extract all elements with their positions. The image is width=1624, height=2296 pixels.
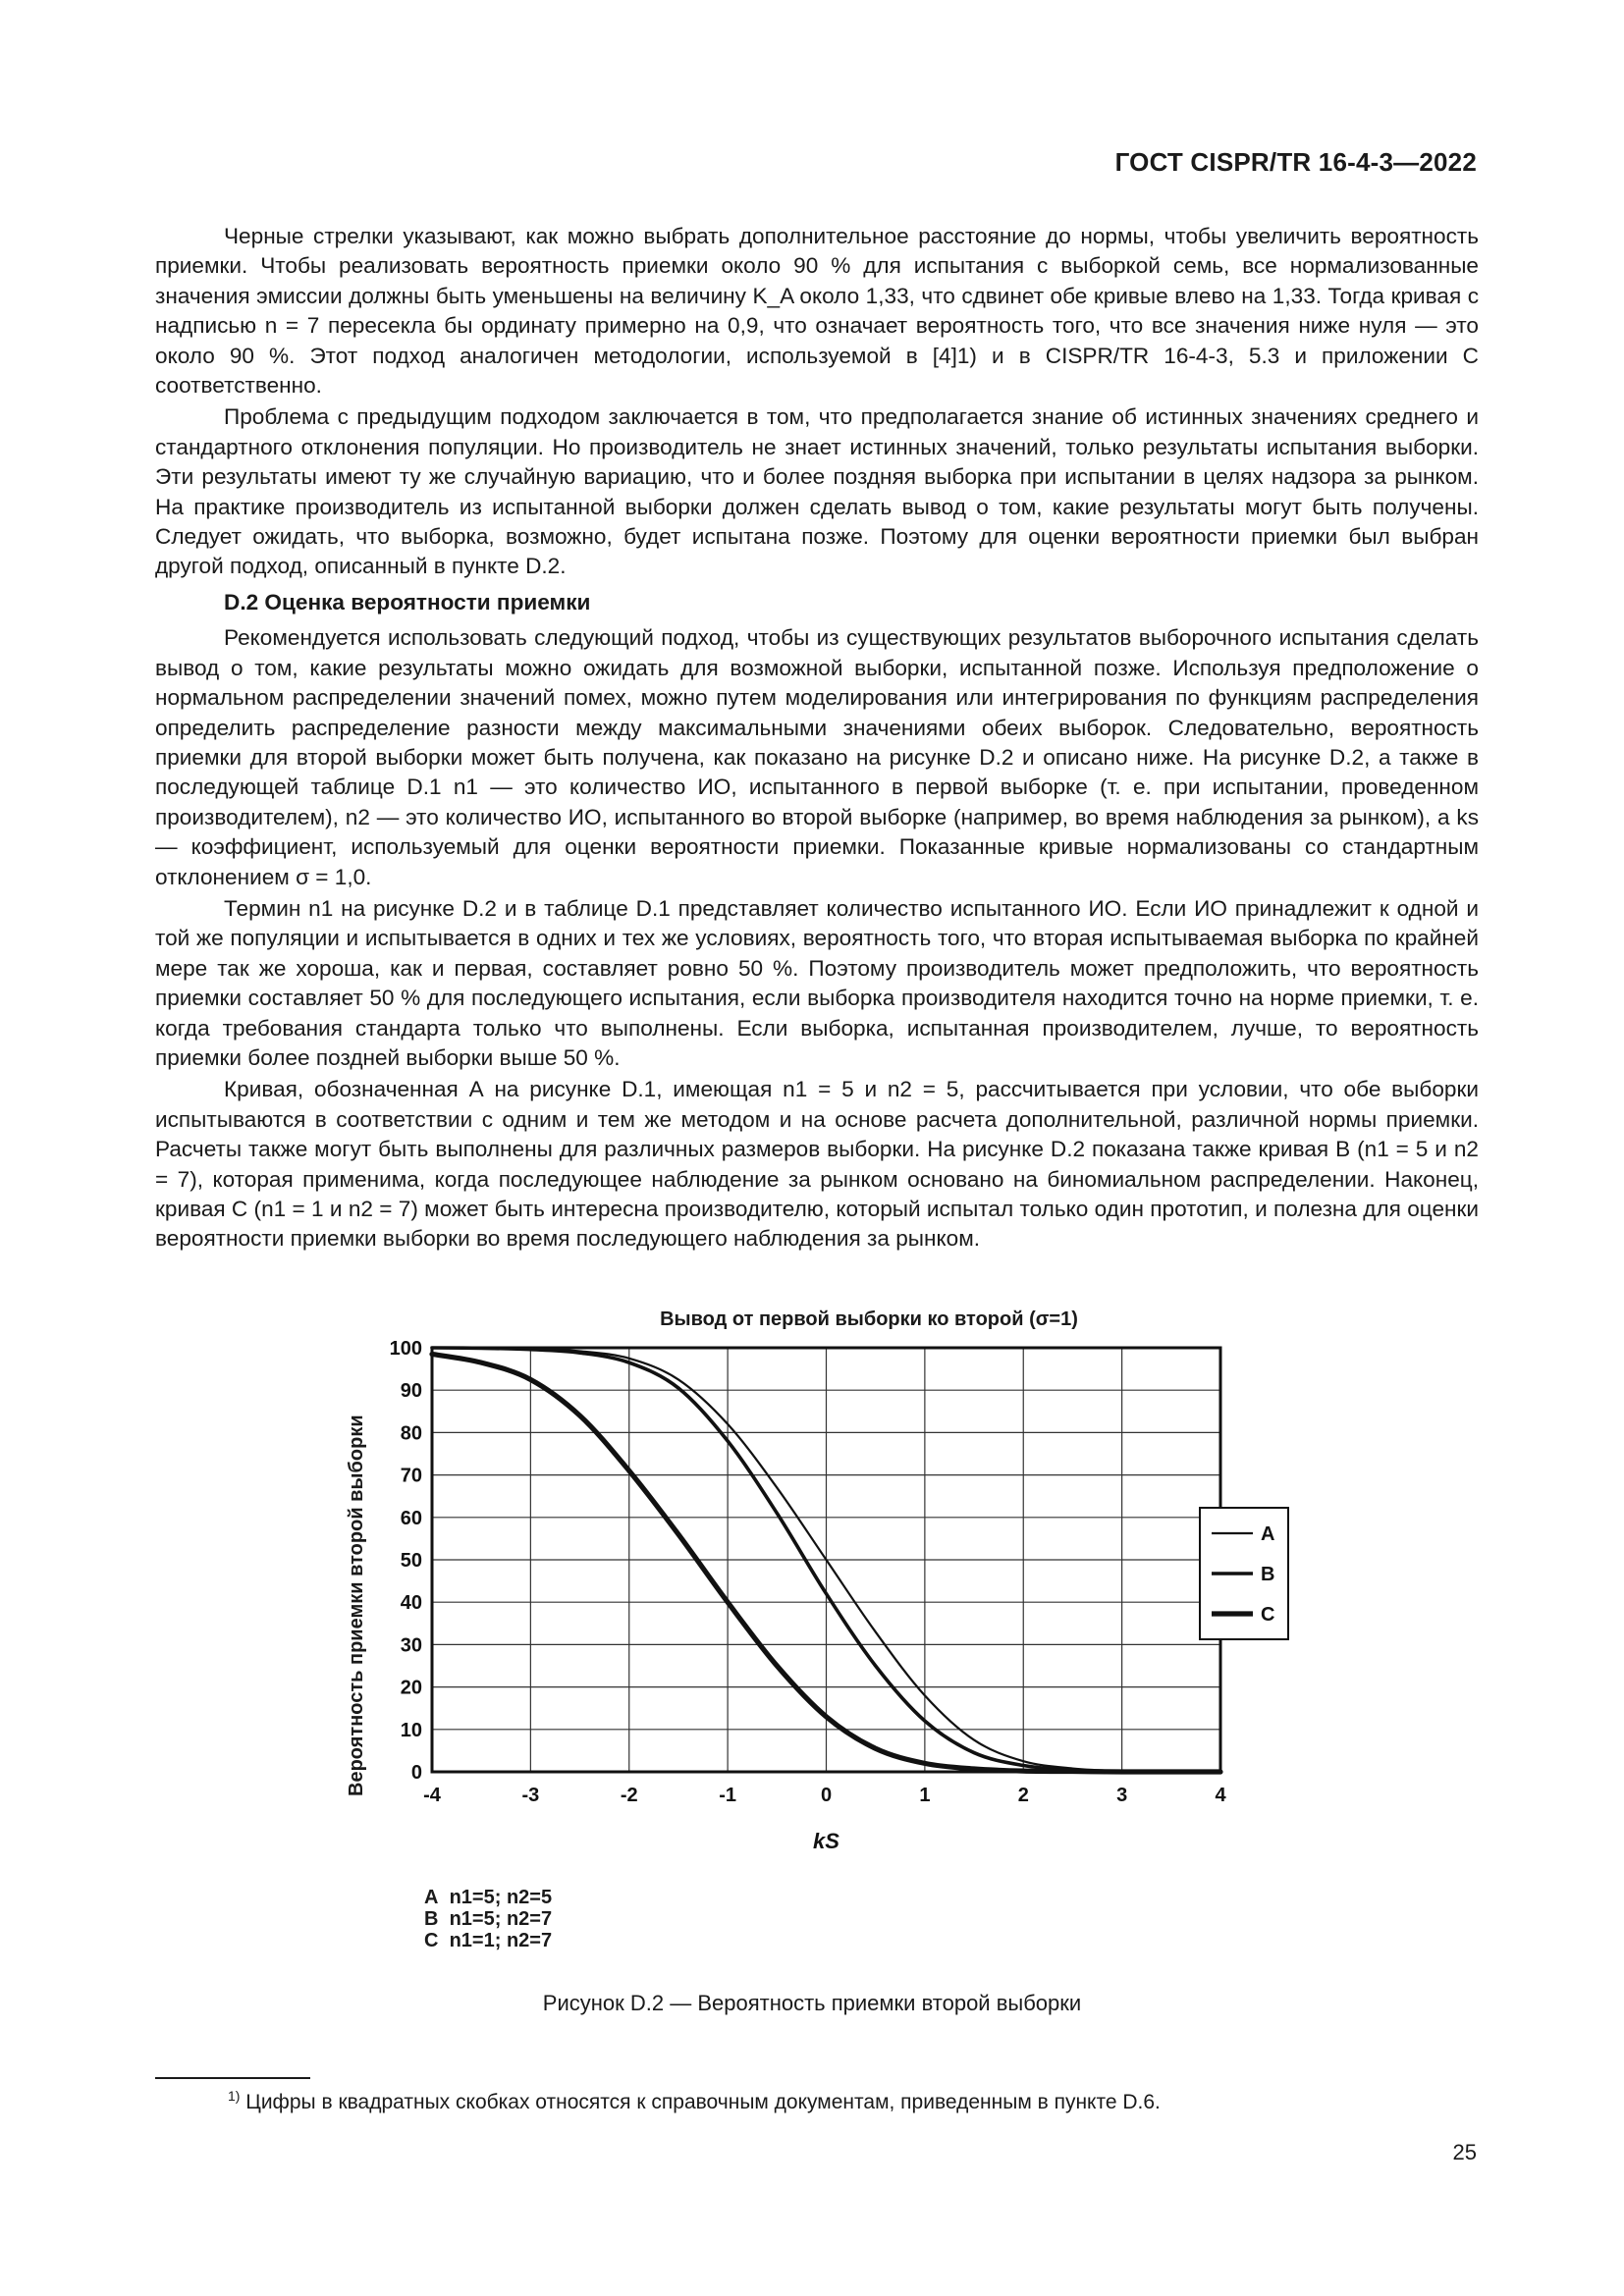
y-tick-label: 70 bbox=[400, 1465, 422, 1487]
page-number: 25 bbox=[1452, 2140, 1477, 2164]
paragraph-2: Проблема с предыдущим подходом заключается в том, что предполагается знание об истинных значениях среднего и стандартного отклонения популяции. Но производитель не знает истинных значений, только результаты испытания выборки. Эти результаты имеют ту же случайную вариацию, что и более поздняя выборка при испытании в целях надзора за рынком. На практике производитель из испытанной выборки должен сделать вывод о том, какие результаты могут быть получены. Следует ожидать, что выборка, возможно, будет испытана позже. Поэтому для оценки вероятности приемки был выбран другой подход, описанный в пункте D.2. bbox=[155, 404, 1479, 579]
curve-definition-c: C n1=1; n2=7 bbox=[424, 1930, 553, 1951]
footnote-marker: 1) bbox=[228, 2088, 241, 2104]
footnote bbox=[228, 2088, 1161, 2114]
paragraph-1: Черные стрелки указывают, как можно выбрать дополнительное расстояние до нормы, чтобы увеличить вероятность приемки. Чтобы реализовать вероятность приемки около 90 % для испытания с выборкой семь, все нормализованные значения эмиссии должны быть уменьшены на величину K_A около 1,33, что сдвинет обе кривые влево на 1,33. Тогда кривая с надписью n = 7 пересекла бы ординату примерно на 0,9, что означает вероятность того, что все значения ниже нуля — это около 90 %. Этот подход аналогичен методологии, используемой в [4]1) и в CISPR/TR 16-4-3, 5.3 и приложении С соответственно. bbox=[155, 224, 1479, 399]
paragraph-5: Кривая, обозначенная А на рисунке D.1, имеющая n1 = 5 и n2 = 5, рассчитывается при условии, что обе выборки испытываются в соответствии с одним и тем же методом и на основе расчета дополнительной, различной нормы приемки. Расчеты также могут быть выполнены для различных размеров выборки. На рисунке D.2 показана также кривая В (n1 = 5 и n2 = 7), которая применима, когда последующее наблюдение за рынком основано на биномиальном распределении. Наконец, кривая С (n1 = 1 и n2 = 7) может быть интересна производителю, который испытал только один прототип, и полезна для оценки вероятности приемки выборки во время последующего наблюдения за рынком. bbox=[155, 1077, 1479, 1252]
x-tick-label: -1 bbox=[719, 1785, 737, 1806]
paragraph-4: Термин n1 на рисунке D.2 и в таблице D.1 представляет количество испытанного ИО. Если ИО принадлежит к одной и той же популяции и испытывается в одних и тех же условиях, вероятность того, что вторая испытываемая выборка по крайней мере так же хороша, как и первая, составляет ровно 50 %. Поэтому производитель может предположить, что вероятность приемки составляет 50 % для последующего испытания, если выборка производителя находится точно на норме приемки, т. е. когда требования стандарта только что выполнены. Если выборка, испытанная производителем, лучше, то вероятность приемки более поздней выборки выше 50 %. bbox=[155, 895, 1479, 1070]
y-tick-label: 30 bbox=[400, 1634, 422, 1657]
legend-label-a: A bbox=[1261, 1523, 1275, 1545]
x-tick-label: 4 bbox=[1215, 1785, 1226, 1806]
y-tick-label: 60 bbox=[400, 1507, 422, 1529]
footnote-divider bbox=[155, 2077, 310, 2079]
chart-y-axis-label: Вероятность приемки второй выборки bbox=[346, 1415, 367, 1796]
y-tick-label: 40 bbox=[400, 1592, 422, 1615]
figure-caption: Рисунок D.2 — Вероятность приемки второй выборки bbox=[542, 1991, 1082, 2015]
chart-title: Вывод от первой выборки ко второй (σ=1) bbox=[660, 1308, 1078, 1330]
legend-label-c: C bbox=[1261, 1604, 1275, 1626]
curve-definitions bbox=[424, 1887, 552, 1951]
footnote-text: Цифры в квадратных скобках относятся к справочным документам, приведенным в пункте D.6. bbox=[245, 2091, 1161, 2113]
y-tick-label: 10 bbox=[400, 1719, 422, 1741]
y-tick-label: 0 bbox=[410, 1762, 422, 1784]
x-tick-label: -4 bbox=[423, 1785, 441, 1806]
paragraph-3: Рекомендуется использовать следующий подход, чтобы из существующих результатов выборочного испытания сделать вывод о том, какие результаты можно ожидать для возможной выборки, испытанной позже. Используя предположение о нормальном распределении значений помех, можно путем моделирования или интегрирования по функциям распределения определить распределение разности между максимальными значениями обеих выборок. Следовательно, вероятность приемки для второй выборки может быть получена, как показано на рисунке D.2 и описано ниже. На рисунке D.2, а также в последующей таблице D.1 n1 — это количество ИО, испытанного в первой выборке (т. е. при испытании, проведенном производителем), n2 — это количество ИО, испытанного во второй выборке (например, во время наблюдения за рынком), а ks — коэффициент, используемый для оценки вероятности приемки. Показанные кривые нормализованы со стандартным отклонением σ = 1,0. bbox=[155, 625, 1479, 889]
x-tick-label: 3 bbox=[1116, 1785, 1128, 1806]
document-header: ГОСТ CISPR/TR 16-4-3—2022 bbox=[1114, 147, 1477, 177]
y-tick-label: 80 bbox=[400, 1422, 422, 1445]
y-tick-label: 100 bbox=[389, 1338, 422, 1360]
y-tick-label: 20 bbox=[400, 1677, 422, 1699]
x-axis-label: kS bbox=[813, 1829, 839, 1853]
y-tick-label: 90 bbox=[400, 1380, 422, 1403]
section-heading: D.2 Оценка вероятности приемки bbox=[224, 589, 591, 614]
x-tick-label: 0 bbox=[820, 1785, 833, 1806]
x-tick-label: -2 bbox=[620, 1785, 638, 1806]
x-tick-label: 1 bbox=[919, 1785, 931, 1806]
legend-label-b: B bbox=[1261, 1564, 1275, 1585]
curve-definition-a: A n1=5; n2=5 bbox=[424, 1887, 553, 1908]
curve-definition-b: B n1=5; n2=7 bbox=[424, 1908, 553, 1930]
y-tick-label: 50 bbox=[400, 1550, 422, 1572]
x-tick-label: 2 bbox=[1017, 1785, 1029, 1806]
x-tick-label: -3 bbox=[521, 1785, 540, 1806]
